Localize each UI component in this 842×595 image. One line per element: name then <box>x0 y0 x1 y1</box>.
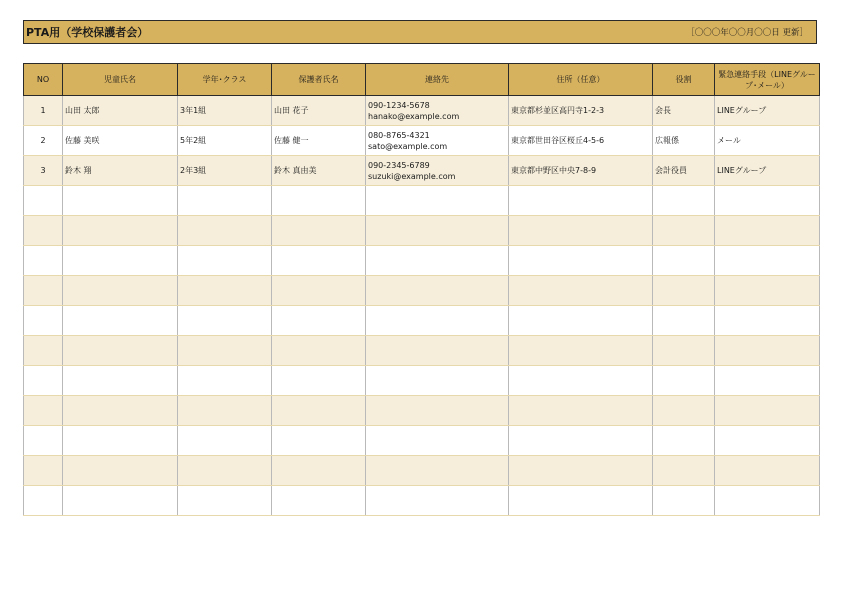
email-address: suzuki@example.com <box>368 171 456 181</box>
cell-address <box>509 396 653 426</box>
table-row <box>24 486 820 516</box>
email-address: hanako@example.com <box>368 111 460 121</box>
table-row <box>24 456 820 486</box>
cell-no <box>24 276 63 306</box>
cell-grade-class <box>178 336 272 366</box>
table-row <box>24 186 820 216</box>
header-guardian-name: 保護者氏名 <box>272 64 366 96</box>
cell-grade-class <box>178 306 272 336</box>
cell-emergency-contact <box>715 426 820 456</box>
cell-child-name <box>63 366 178 396</box>
cell-guardian-name <box>272 336 366 366</box>
cell-role <box>653 426 715 456</box>
header-no: NO <box>24 64 63 96</box>
cell-no: 2 <box>24 126 63 156</box>
title-bar <box>23 20 817 44</box>
cell-grade-class <box>178 246 272 276</box>
cell-guardian-name <box>272 396 366 426</box>
roster-table <box>23 63 820 516</box>
cell-grade-class <box>178 426 272 456</box>
phone-number: 090-2345-6789 <box>368 160 430 170</box>
cell-grade-class: 3年1組 <box>178 96 272 126</box>
cell-contact <box>366 156 509 186</box>
cell-child-name <box>63 276 178 306</box>
cell-grade-class <box>178 216 272 246</box>
cell-contact <box>366 396 509 426</box>
cell-no <box>24 246 63 276</box>
updated-date: ［〇〇〇年〇〇月〇〇日 更新］ <box>686 28 808 38</box>
cell-role <box>653 456 715 486</box>
cell-role <box>653 336 715 366</box>
cell-grade-class <box>178 396 272 426</box>
cell-emergency-contact <box>715 276 820 306</box>
table-row <box>24 396 820 426</box>
cell-no <box>24 396 63 426</box>
table-row <box>24 426 820 456</box>
cell-guardian-name <box>272 306 366 336</box>
cell-role <box>653 306 715 336</box>
cell-no: 3 <box>24 156 63 186</box>
cell-emergency-contact <box>715 186 820 216</box>
cell-emergency-contact <box>715 216 820 246</box>
cell-child-name: 佐藤 美咲 <box>63 126 178 156</box>
cell-address: 東京都世田谷区桜丘4-5-6 <box>509 126 653 156</box>
cell-address <box>509 336 653 366</box>
cell-contact <box>366 276 509 306</box>
cell-address <box>509 306 653 336</box>
cell-guardian-name: 山田 花子 <box>272 96 366 126</box>
header-contact: 連絡先 <box>366 64 509 96</box>
cell-address <box>509 246 653 276</box>
cell-contact <box>366 486 509 516</box>
cell-contact <box>366 426 509 456</box>
cell-child-name <box>63 486 178 516</box>
cell-no <box>24 486 63 516</box>
table-row <box>24 126 820 156</box>
cell-child-name <box>63 426 178 456</box>
cell-address: 東京都杉並区高円寺1-2-3 <box>509 96 653 126</box>
cell-grade-class <box>178 486 272 516</box>
cell-address <box>509 426 653 456</box>
cell-grade-class <box>178 276 272 306</box>
cell-child-name <box>63 216 178 246</box>
roster-body <box>24 96 820 516</box>
phone-number: 080-8765-4321 <box>368 130 430 140</box>
header-row <box>24 64 820 96</box>
document-title: PTA用（学校保護者会） <box>26 26 149 39</box>
cell-no <box>24 216 63 246</box>
cell-address <box>509 276 653 306</box>
table-row <box>24 336 820 366</box>
table-row <box>24 306 820 336</box>
cell-grade-class <box>178 456 272 486</box>
cell-child-name: 山田 太郎 <box>63 96 178 126</box>
cell-role <box>653 276 715 306</box>
table-row <box>24 366 820 396</box>
cell-role: 会長 <box>653 96 715 126</box>
cell-no <box>24 426 63 456</box>
cell-address <box>509 456 653 486</box>
cell-address <box>509 366 653 396</box>
cell-guardian-name: 佐藤 健一 <box>272 126 366 156</box>
cell-no <box>24 186 63 216</box>
table-row <box>24 96 820 126</box>
table-row <box>24 216 820 246</box>
cell-address: 東京都中野区中央7-8-9 <box>509 156 653 186</box>
cell-contact <box>366 186 509 216</box>
email-address: sato@example.com <box>368 141 448 151</box>
table-row <box>24 276 820 306</box>
cell-role <box>653 396 715 426</box>
cell-guardian-name <box>272 366 366 396</box>
cell-grade-class: 2年3組 <box>178 156 272 186</box>
cell-guardian-name: 鈴木 真由美 <box>272 156 366 186</box>
cell-address <box>509 216 653 246</box>
cell-guardian-name <box>272 186 366 216</box>
cell-role: 広報係 <box>653 126 715 156</box>
cell-child-name <box>63 396 178 426</box>
cell-contact <box>366 456 509 486</box>
cell-role <box>653 486 715 516</box>
cell-role: 会計役員 <box>653 156 715 186</box>
cell-contact <box>366 246 509 276</box>
cell-role <box>653 246 715 276</box>
cell-no <box>24 336 63 366</box>
cell-child-name <box>63 246 178 276</box>
cell-emergency-contact <box>715 336 820 366</box>
cell-no <box>24 306 63 336</box>
cell-child-name <box>63 336 178 366</box>
cell-guardian-name <box>272 456 366 486</box>
phone-number: 090-1234-5678 <box>368 100 430 110</box>
cell-emergency-contact: LINEグループ <box>715 96 820 126</box>
cell-emergency-contact: メール <box>715 126 820 156</box>
header-role: 役割 <box>653 64 715 96</box>
cell-emergency-contact <box>715 306 820 336</box>
cell-guardian-name <box>272 246 366 276</box>
cell-contact <box>366 306 509 336</box>
cell-emergency-contact <box>715 366 820 396</box>
cell-grade-class <box>178 186 272 216</box>
cell-grade-class: 5年2組 <box>178 126 272 156</box>
cell-child-name <box>63 306 178 336</box>
cell-contact <box>366 96 509 126</box>
cell-no: 1 <box>24 96 63 126</box>
cell-guardian-name <box>272 276 366 306</box>
cell-emergency-contact: LINEグループ <box>715 156 820 186</box>
cell-emergency-contact <box>715 486 820 516</box>
table-row <box>24 156 820 186</box>
cell-emergency-contact <box>715 456 820 486</box>
header-grade-class: 学年･クラス <box>178 64 272 96</box>
cell-emergency-contact <box>715 396 820 426</box>
cell-role <box>653 366 715 396</box>
cell-grade-class <box>178 366 272 396</box>
header-child-name: 児童氏名 <box>63 64 178 96</box>
cell-no <box>24 366 63 396</box>
cell-contact <box>366 216 509 246</box>
cell-child-name <box>63 456 178 486</box>
header-emergency-contact: 緊急連絡手段（LINEグループ･メール） <box>715 64 820 96</box>
table-row <box>24 246 820 276</box>
cell-guardian-name <box>272 426 366 456</box>
cell-child-name: 鈴木 翔 <box>63 156 178 186</box>
cell-contact <box>366 336 509 366</box>
cell-child-name <box>63 186 178 216</box>
cell-address <box>509 486 653 516</box>
cell-role <box>653 186 715 216</box>
cell-emergency-contact <box>715 246 820 276</box>
cell-guardian-name <box>272 486 366 516</box>
cell-contact <box>366 366 509 396</box>
header-address: 住所（任意） <box>509 64 653 96</box>
cell-no <box>24 456 63 486</box>
cell-contact <box>366 126 509 156</box>
cell-address <box>509 186 653 216</box>
cell-guardian-name <box>272 216 366 246</box>
cell-role <box>653 216 715 246</box>
